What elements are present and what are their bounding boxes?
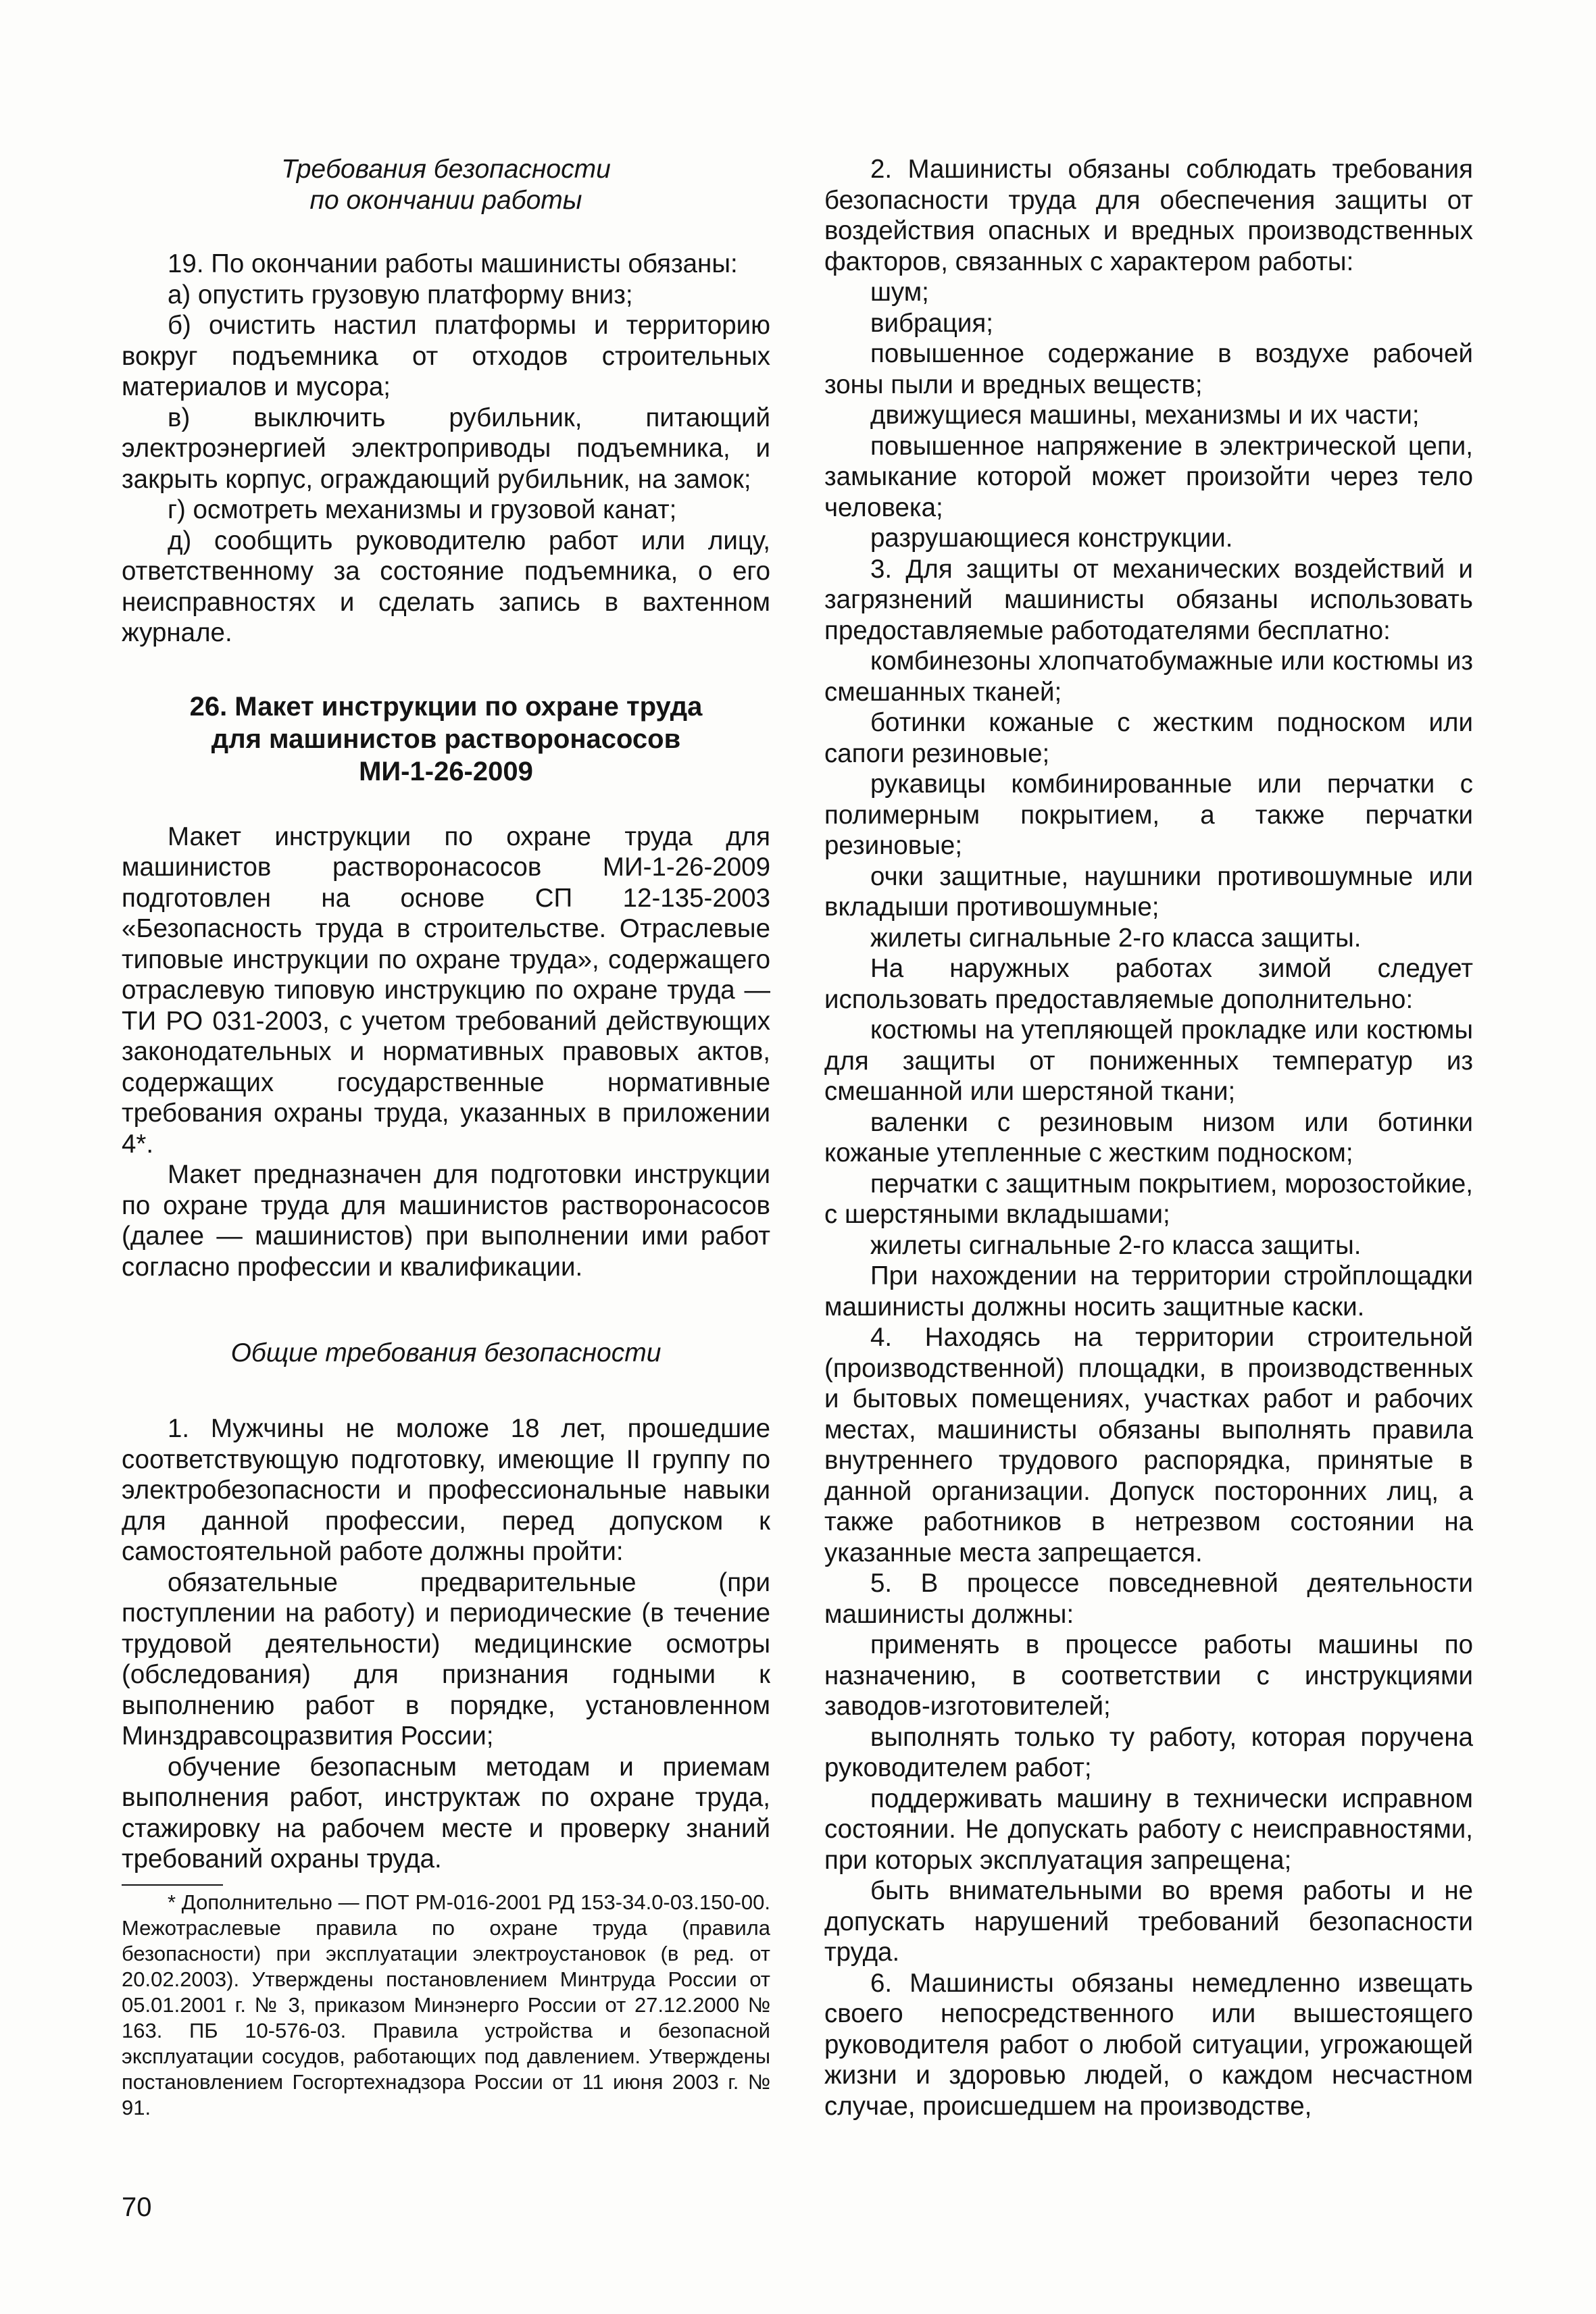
- section-title-line-2: для машинистов растворонасосов: [211, 724, 681, 754]
- paragraph-19: 19. По окончании работы машинисты обязаны:: [168, 249, 738, 278]
- paragraph-3a: комбинезоны хлопчатобумажные или костюмы из смешанных тканей;: [824, 647, 1473, 707]
- paragraph-1: 1. Мужчины не моложе 18 лет, прошедшие соответствующую подготовку, имеющие II группу по электробезопасности и профессиональные навыки для данной профессии, перед допуском к самостоятельной работе должны пройти:: [122, 1414, 770, 1566]
- paragraph-19d: г) осмотреть механизмы и грузовой канат;: [168, 495, 677, 524]
- intro-paragraph-2: Макет предназначен для подготовки инструкции по охране труда для машинистов растворонасосов (далее — машинистов) при выполнении ими работ согласно профессии и квалификации.: [122, 1160, 770, 1282]
- section-title-line-3: МИ-1-26-2009: [359, 756, 533, 786]
- paragraph-2a: шум;: [870, 278, 929, 307]
- paragraph-1a: обязательные предварительные (при поступлении на работу) и периодические (в течение трудовой деятельности) медицинские осмотры (обследования) для признания годными к выполнению работ в порядке, установленном Минздравсоцразвития России;: [122, 1567, 770, 1751]
- footnote: [122, 1890, 770, 2121]
- paragraph-5d: быть внимательными во время работы и не допускать нарушений требований безопасности труда.: [824, 1876, 1473, 1967]
- paragraph-1b: обучение безопасным методам и приемам выполнения работ, инструктаж по охране труда, стажировку на рабочем месте и проверку знаний требований охраны труда.: [122, 1752, 770, 1873]
- paragraph-19e: д) сообщить руководителю работ или лицу, ответственному за состояние подъемника, о его неисправностях и сделать запись в вахтенном журнале.: [122, 526, 770, 647]
- paragraph-3k: При нахождении на территории стройплощадки машинисты должны носить защитные каски.: [824, 1261, 1473, 1322]
- paragraph-2f: разрушающиеся конструкции.: [870, 524, 1233, 553]
- paragraph-6: 6. Машинисты обязаны немедленно извещать своего непосредственного или вышестоящего руководителя работ о любой ситуации, угрожающей жизни и здоровью людей, о каждом несчастном случае, происшедшем на производстве,: [824, 1968, 1473, 2121]
- paragraph-2b: вибрация;: [870, 308, 993, 338]
- paragraph-3g: костюмы на утепляющей прокладке или костюмы для защиты от пониженных температур из смешанной или шерстяной ткани;: [824, 1015, 1473, 1106]
- paragraph-3h: валенки с резиновым низом или ботинки кожаные утепленные с жестким подноском;: [824, 1107, 1473, 1167]
- paragraph-3e: жилеты сигнальные 2-го класса защиты.: [870, 923, 1362, 953]
- paragraph-5b: выполнять только ту работу, которая поручена руководителем работ;: [824, 1722, 1473, 1782]
- paragraph-2e: повышенное напряжение в электрической цепи, замыкание которой может произойти через тело человека;: [824, 431, 1473, 522]
- footnote-divider: [122, 1884, 223, 1886]
- paragraph-2c: повышенное содержание в воздухе рабочей зоны пыли и вредных веществ;: [824, 339, 1473, 399]
- paragraph-19c: в) выключить рубильник, питающий электроэнергией электроприводы подъемника, и закрыть корпус, ограждающий рубильник, на замок;: [122, 403, 770, 494]
- paragraph-3b: ботинки кожаные с жестким подноском или сапоги резиновые;: [824, 708, 1473, 768]
- footnote-text: * Дополнительно — ПОТ РМ-016-2001 РД 153-34.0-03.150-00. Межотраслевые правила по охране труда (правила безопасности) при эксплуатации электроустановок (в ред. от 20.02.2003). Утверждены постановлением Минтруда России от 05.01.2001 г. № 3, приказом Минэнерго России от 27.12.2000 № 163. ПБ 10-576-03. Правила устройства и безопасной эксплуатации сосудов, работающих под давлением. Утверждены постановлением Госгортехнадзора России от 11 июня 2003 г. № 91.: [122, 1890, 770, 2119]
- right-column: [824, 154, 1473, 2121]
- paragraph-3f: На наружных работах зимой следует использовать предоставляемые дополнительно:: [824, 954, 1473, 1014]
- paragraph-3j: жилеты сигнальные 2-го класса защиты.: [870, 1230, 1362, 1260]
- paragraph-3i: перчатки с защитным покрытием, морозостойкие, с шерстяными вкладышами;: [824, 1169, 1473, 1229]
- section-title: [122, 690, 770, 788]
- paragraph-2d: движущиеся машины, механизмы и их части;: [870, 401, 1420, 430]
- paragraph-3c: рукавицы комбинированные или перчатки с полимерным покрытием, а также перчатки резиновые;: [824, 770, 1473, 860]
- paragraph-19a: а) опустить грузовую платформу вниз;: [168, 280, 633, 309]
- intro-paragraph-1: Макет инструкции по охране труда для машинистов растворонасосов МИ-1-26-2009 подготовлен на основе СП 12-135-2003 «Безопасность труда в строительстве. Отраслевые типовые инструкции по охране труда», содержащего отраслевую типовую инструкцию по охране труда — ТИ РО 031-2003, с учетом требований действующих законодательных и нормативных правовых актов, содержащих государственные нормативные требования охраны труда, указанных в приложении 4*.: [122, 822, 770, 1159]
- general-requirements-heading: Общие требования безопасности: [230, 1338, 662, 1367]
- paragraph-3d: очки защитные, наушники противошумные или вкладыши противошумные;: [824, 861, 1473, 922]
- end-heading-line-2: по окончании работы: [309, 186, 582, 215]
- end-of-work-heading: [122, 154, 770, 216]
- paragraph-5a: применять в процессе работы машины по назначению, в соответствии с инструкциями заводов-изготовителей;: [824, 1630, 1473, 1721]
- paragraph-5: 5. В процессе повседневной деятельности машинисты должны:: [824, 1569, 1473, 1629]
- page-number: 70: [122, 2192, 152, 2222]
- section-title-line-1: 26. Макет инструкции по охране труда: [189, 691, 703, 722]
- left-column: [122, 154, 770, 2121]
- paragraph-19b: б) очистить настил платформы и территорию вокруг подъемника от отходов строительных материалов и мусора;: [122, 311, 770, 401]
- paragraph-5c: поддерживать машину в технически исправном состоянии. Не допускать работу с неисправностями, при которых эксплуатация запрещена;: [824, 1784, 1473, 1875]
- paragraph-4: 4. Находясь на территории строительной (производственной) площадки, в производственных и бытовых помещениях, участках работ и рабочих местах, машинисты обязаны выполнять правила внутреннего трудового распорядка, принятые в данной организации. Допуск посторонних лиц, а также работников в нетрезвом состоянии на указанные места запрещается.: [824, 1323, 1473, 1567]
- paragraph-3: 3. Для защиты от механических воздействий и загрязнений машинисты обязаны использовать предоставляемые работодателями бесплатно:: [824, 554, 1473, 645]
- end-heading-line-1: Требования безопасности: [281, 155, 611, 184]
- paragraph-2: 2. Машинисты обязаны соблюдать требования безопасности труда для обеспечения защиты от воздействия опасных и вредных производственных факторов, связанных с характером работы:: [824, 155, 1473, 276]
